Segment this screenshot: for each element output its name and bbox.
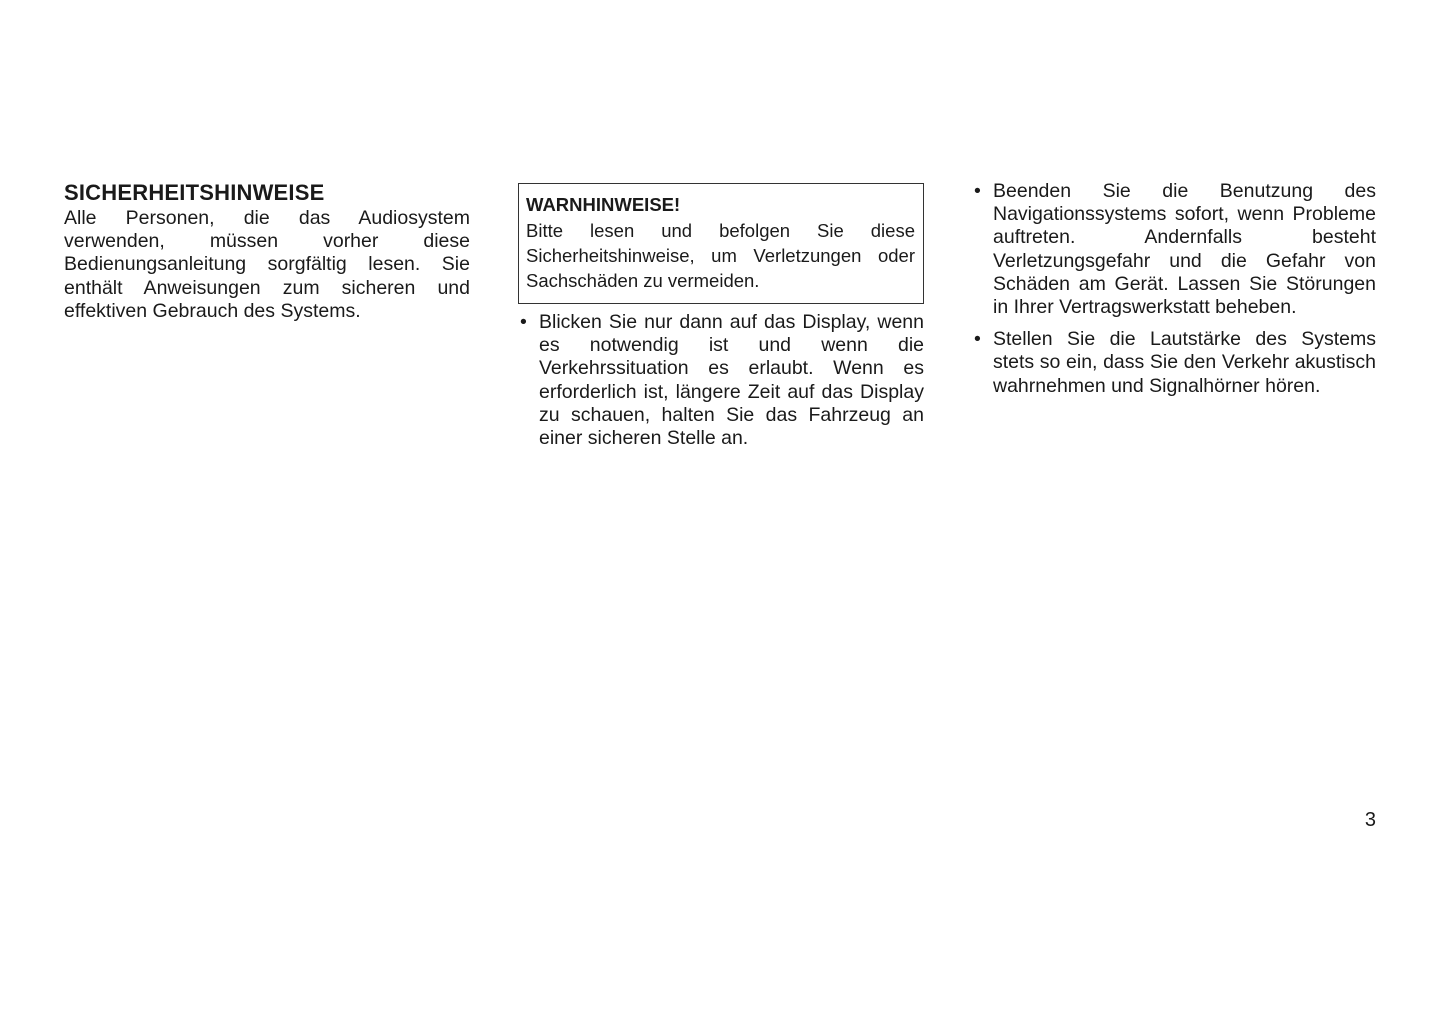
right-bullet-list (972, 180, 1376, 398)
warning-title: WARNHINWEISE! (526, 194, 681, 215)
warning-box (518, 183, 924, 304)
list-item (972, 180, 1376, 319)
page-number: 3 (1364, 809, 1376, 831)
warning-text: Bitte lesen und befolgen Sie diese Sicherheitshinweise, um Verletzungen oder Sachschäden zu vermeiden. (526, 220, 915, 291)
bullet-icon: • (974, 328, 981, 351)
bullet-icon: • (520, 311, 527, 333)
list-item (518, 311, 924, 450)
middle-column (518, 180, 924, 459)
left-column (64, 180, 470, 323)
bullet-icon: • (974, 180, 981, 202)
intro-paragraph: Alle Personen, die das Audiosystem verwenden, müssen vorher diese Bedienungsanleitung sorgfältig lesen. Sie enthält Anweisungen zum sicheren und effektiven Gebrauch des Systems. (64, 207, 470, 322)
list-item (972, 328, 1376, 398)
list-item-text: Blicken Sie nur dann auf das Display, wenn es notwendig ist und wenn die Verkehrssituation es erlaubt. Wenn es erforderlich ist, längere Zeit auf das Display zu schauen, halten Sie das Fahrzeug an einer sicheren Stelle an. (539, 311, 924, 450)
section-heading: SICHERHEITSHINWEISE (64, 180, 325, 205)
list-item-text: Beenden Sie die Benutzung des Navigationssystems sofort, wenn Probleme auftreten. Andernfalls besteht Verletzungsgefahr und die Gefahr von Schäden am Gerät. Lassen Sie Störungen in Ihrer Vertragswerkstatt beheben. (993, 180, 1376, 319)
list-item-text: Stellen Sie die Lautstärke des Systems stets so ein, dass Sie den Verkehr akustisch wahrnehmen und Signalhörner hören. (993, 328, 1376, 397)
right-column (972, 180, 1376, 407)
middle-bullet-list (518, 311, 924, 450)
